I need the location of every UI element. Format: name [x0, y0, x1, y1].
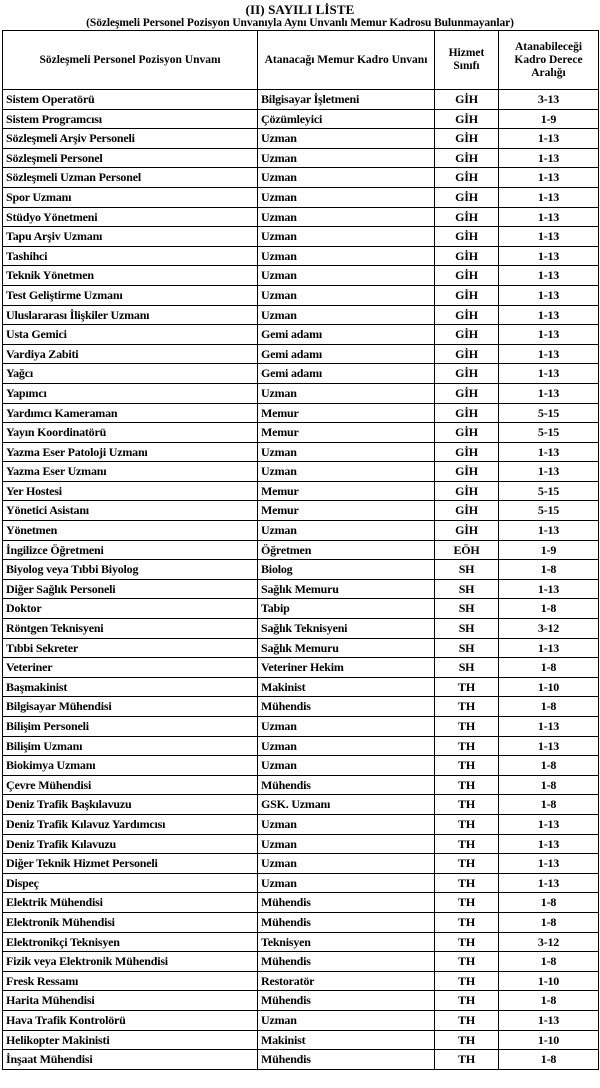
table-row	[3, 383, 599, 403]
table-row	[3, 775, 599, 795]
table-row	[3, 90, 599, 110]
table-row	[3, 207, 599, 227]
cell-contract-position: Deniz Trafik Kılavuz Yardımcısı	[3, 814, 258, 834]
cell-grade-range: 1-13	[499, 579, 599, 599]
cell-civil-servant-title: Uzman	[258, 814, 435, 834]
cell-civil-servant-title: Tabip	[258, 599, 435, 619]
cell-service-class: TH	[435, 1050, 499, 1070]
cell-grade-range: 1-8	[499, 991, 599, 1011]
cell-contract-position: Fresk Ressamı	[3, 971, 258, 991]
cell-service-class: TH	[435, 677, 499, 697]
cell-grade-range: 1-13	[499, 364, 599, 384]
cell-contract-position: Elektronik Mühendisi	[3, 912, 258, 932]
cell-contract-position: Elektrik Mühendisi	[3, 893, 258, 913]
table-row	[3, 971, 599, 991]
cell-grade-range: 1-13	[499, 285, 599, 305]
cell-civil-servant-title: Memur	[258, 423, 435, 443]
table-row	[3, 697, 599, 717]
cell-grade-range: 1-13	[499, 227, 599, 247]
cell-contract-position: Bilişim Uzmanı	[3, 736, 258, 756]
cell-service-class: TH	[435, 854, 499, 874]
table-row	[3, 109, 599, 129]
cell-civil-servant-title: Mühendis	[258, 697, 435, 717]
table-row	[3, 814, 599, 834]
table-header	[3, 31, 599, 90]
cell-service-class: GİH	[435, 148, 499, 168]
cell-service-class: TH	[435, 775, 499, 795]
table-row	[3, 187, 599, 207]
table-row	[3, 403, 599, 423]
cell-civil-servant-title: Biolog	[258, 560, 435, 580]
cell-contract-position: Harita Mühendisi	[3, 991, 258, 1011]
cell-civil-servant-title: Mühendis	[258, 991, 435, 1011]
cell-civil-servant-title: Mühendis	[258, 775, 435, 795]
table-row	[3, 912, 599, 932]
cell-civil-servant-title: Gemi adamı	[258, 344, 435, 364]
cell-grade-range: 5-15	[499, 481, 599, 501]
cell-service-class: SH	[435, 638, 499, 658]
table-row	[3, 893, 599, 913]
cell-civil-servant-title: Öğretmen	[258, 540, 435, 560]
cell-civil-servant-title: Uzman	[258, 462, 435, 482]
cell-contract-position: Diğer Teknik Hizmet Personeli	[3, 854, 258, 874]
cell-grade-range: 3-12	[499, 619, 599, 639]
list-subtitle: (Sözleşmeli Personel Pozisyon Unvanıyla Aynı Unvanlı Memur Kadrosu Bulunmayanlar)	[86, 17, 514, 29]
cell-service-class: GİH	[435, 266, 499, 286]
cell-contract-position: Doktor	[3, 599, 258, 619]
cell-grade-range: 1-8	[499, 756, 599, 776]
cell-civil-servant-title: Memur	[258, 501, 435, 521]
cell-civil-servant-title: Sağlık Teknisyeni	[258, 619, 435, 639]
cell-civil-servant-title: GSK. Uzmanı	[258, 795, 435, 815]
cell-service-class: SH	[435, 579, 499, 599]
cell-grade-range: 1-13	[499, 344, 599, 364]
cell-service-class: GİH	[435, 305, 499, 325]
cell-service-class: GİH	[435, 501, 499, 521]
cell-civil-servant-title: Makinist	[258, 1030, 435, 1050]
cell-grade-range: 1-8	[499, 560, 599, 580]
cell-contract-position: Sözleşmeli Arşiv Personeli	[3, 129, 258, 149]
cell-service-class: SH	[435, 560, 499, 580]
cell-service-class: GİH	[435, 325, 499, 345]
table-row	[3, 1030, 599, 1050]
cell-service-class: TH	[435, 834, 499, 854]
cell-service-class: GİH	[435, 481, 499, 501]
cell-civil-servant-title: Uzman	[258, 756, 435, 776]
cell-grade-range: 1-8	[499, 795, 599, 815]
cell-service-class: GİH	[435, 285, 499, 305]
cell-contract-position: Tapu Arşiv Uzmanı	[3, 227, 258, 247]
cell-service-class: GİH	[435, 227, 499, 247]
cell-contract-position: Spor Uzmanı	[3, 187, 258, 207]
list-title: (II) SAYILI LİSTE	[245, 2, 355, 17]
cell-grade-range: 1-13	[499, 854, 599, 874]
table-row	[3, 873, 599, 893]
cell-contract-position: Yer Hostesi	[3, 481, 258, 501]
cell-civil-servant-title: Bilgisayar İşletmeni	[258, 90, 435, 110]
cell-civil-servant-title: Uzman	[258, 187, 435, 207]
cell-service-class: TH	[435, 991, 499, 1011]
cell-service-class: SH	[435, 619, 499, 639]
table-row	[3, 795, 599, 815]
cell-grade-range: 3-12	[499, 932, 599, 952]
cell-service-class: GİH	[435, 246, 499, 266]
document-page	[0, 3, 600, 1088]
cell-grade-range: 1-13	[499, 168, 599, 188]
table-row	[3, 423, 599, 443]
table-row	[3, 266, 599, 286]
table-row	[3, 756, 599, 776]
table-row	[3, 501, 599, 521]
cell-civil-servant-title: Uzman	[258, 227, 435, 247]
cell-contract-position: Yazma Eser Uzmanı	[3, 462, 258, 482]
cell-grade-range: 1-8	[499, 697, 599, 717]
cell-grade-range: 3-13	[499, 90, 599, 110]
cell-service-class: TH	[435, 736, 499, 756]
cell-grade-range: 1-13	[499, 207, 599, 227]
cell-contract-position: Yağcı	[3, 364, 258, 384]
cell-civil-servant-title: Restoratör	[258, 971, 435, 991]
cell-contract-position: Tashihci	[3, 246, 258, 266]
cell-civil-servant-title: Teknisyen	[258, 932, 435, 952]
cell-service-class: GİH	[435, 187, 499, 207]
table-row	[3, 442, 599, 462]
cell-service-class: GİH	[435, 129, 499, 149]
table-row	[3, 246, 599, 266]
cell-civil-servant-title: Uzman	[258, 383, 435, 403]
cell-service-class: SH	[435, 658, 499, 678]
table-row	[3, 1010, 599, 1030]
cell-service-class: GİH	[435, 423, 499, 443]
cell-contract-position: Usta Gemici	[3, 325, 258, 345]
table-row	[3, 677, 599, 697]
cell-service-class: TH	[435, 1010, 499, 1030]
cell-civil-servant-title: Uzman	[258, 736, 435, 756]
cell-grade-range: 5-15	[499, 423, 599, 443]
cell-grade-range: 1-13	[499, 246, 599, 266]
cell-civil-servant-title: Uzman	[258, 246, 435, 266]
cell-contract-position: Dispeç	[3, 873, 258, 893]
cell-contract-position: Bilişim Personeli	[3, 717, 258, 737]
cell-service-class: TH	[435, 932, 499, 952]
cell-contract-position: Elektronikçi Teknisyen	[3, 932, 258, 952]
table-row	[3, 579, 599, 599]
table-row	[3, 638, 599, 658]
cell-contract-position: Başmakinist	[3, 677, 258, 697]
table-body	[3, 90, 599, 1070]
column-header-civil-servant-title: Atanacağı Memur Kadro Unvanı	[258, 31, 435, 90]
cell-civil-servant-title: Gemi adamı	[258, 364, 435, 384]
cell-service-class: TH	[435, 1030, 499, 1050]
cell-grade-range: 1-8	[499, 893, 599, 913]
cell-grade-range: 1-13	[499, 638, 599, 658]
positions-table	[2, 30, 599, 1070]
table-row	[3, 736, 599, 756]
cell-service-class: TH	[435, 756, 499, 776]
table-row	[3, 462, 599, 482]
cell-contract-position: Çevre Mühendisi	[3, 775, 258, 795]
column-header-grade-range: Atanabileceği Kadro Derece Aralığı	[499, 31, 599, 90]
cell-civil-servant-title: Uzman	[258, 168, 435, 188]
table-row	[3, 168, 599, 188]
cell-service-class: GİH	[435, 344, 499, 364]
cell-service-class: TH	[435, 893, 499, 913]
cell-service-class: TH	[435, 912, 499, 932]
cell-service-class: GİH	[435, 462, 499, 482]
cell-contract-position: Stüdyo Yönetmeni	[3, 207, 258, 227]
table-row	[3, 344, 599, 364]
cell-grade-range: 1-13	[499, 129, 599, 149]
table-row	[3, 834, 599, 854]
cell-civil-servant-title: Uzman	[258, 266, 435, 286]
cell-civil-servant-title: Sağlık Memuru	[258, 638, 435, 658]
cell-civil-servant-title: Çözümleyici	[258, 109, 435, 129]
table-row	[3, 481, 599, 501]
cell-contract-position: Yayın Koordinatörü	[3, 423, 258, 443]
cell-service-class: GİH	[435, 442, 499, 462]
cell-contract-position: Teknik Yönetmen	[3, 266, 258, 286]
cell-grade-range: 1-8	[499, 912, 599, 932]
cell-contract-position: Sözleşmeli Uzman Personel	[3, 168, 258, 188]
cell-civil-servant-title: Uzman	[258, 148, 435, 168]
cell-grade-range: 1-10	[499, 971, 599, 991]
cell-contract-position: İnşaat Mühendisi	[3, 1050, 258, 1070]
table-row	[3, 1050, 599, 1070]
cell-service-class: TH	[435, 814, 499, 834]
cell-contract-position: Diğer Sağlık Personeli	[3, 579, 258, 599]
cell-service-class: GİH	[435, 109, 499, 129]
cell-grade-range: 1-8	[499, 599, 599, 619]
cell-contract-position: Vardiya Zabiti	[3, 344, 258, 364]
cell-contract-position: Deniz Trafik Kılavuzu	[3, 834, 258, 854]
cell-service-class: SH	[435, 599, 499, 619]
cell-grade-range: 1-13	[499, 1010, 599, 1030]
cell-service-class: TH	[435, 952, 499, 972]
cell-service-class: TH	[435, 795, 499, 815]
cell-service-class: GİH	[435, 168, 499, 188]
cell-service-class: GİH	[435, 521, 499, 541]
cell-contract-position: Sistem Operatörü	[3, 90, 258, 110]
cell-service-class: TH	[435, 697, 499, 717]
cell-contract-position: Röntgen Teknisyeni	[3, 619, 258, 639]
cell-contract-position: Biokimya Uzmanı	[3, 756, 258, 776]
cell-grade-range: 1-13	[499, 521, 599, 541]
cell-service-class: GİH	[435, 90, 499, 110]
cell-grade-range: 1-13	[499, 717, 599, 737]
cell-civil-servant-title: Uzman	[258, 521, 435, 541]
cell-service-class: TH	[435, 717, 499, 737]
cell-grade-range: 1-13	[499, 873, 599, 893]
cell-civil-servant-title: Uzman	[258, 207, 435, 227]
cell-contract-position: Yönetici Asistanı	[3, 501, 258, 521]
table-row	[3, 854, 599, 874]
cell-grade-range: 1-9	[499, 540, 599, 560]
cell-grade-range: 1-13	[499, 442, 599, 462]
table-row	[3, 952, 599, 972]
cell-civil-servant-title: Uzman	[258, 854, 435, 874]
table-row	[3, 599, 599, 619]
cell-contract-position: Hava Trafik Kontrolörü	[3, 1010, 258, 1030]
cell-contract-position: Test Geliştirme Uzmanı	[3, 285, 258, 305]
cell-civil-servant-title: Uzman	[258, 285, 435, 305]
table-row	[3, 305, 599, 325]
table-row	[3, 658, 599, 678]
cell-civil-servant-title: Mühendis	[258, 912, 435, 932]
table-row	[3, 227, 599, 247]
cell-contract-position: Uluslararası İlişkiler Uzmanı	[3, 305, 258, 325]
cell-grade-range: 1-13	[499, 266, 599, 286]
table-row	[3, 325, 599, 345]
table-row	[3, 148, 599, 168]
cell-civil-servant-title: Sağlık Memuru	[258, 579, 435, 599]
cell-grade-range: 1-8	[499, 952, 599, 972]
cell-grade-range: 1-10	[499, 1030, 599, 1050]
table-row	[3, 560, 599, 580]
cell-grade-range: 1-10	[499, 677, 599, 697]
table-row	[3, 285, 599, 305]
cell-grade-range: 1-13	[499, 187, 599, 207]
cell-grade-range: 1-13	[499, 148, 599, 168]
cell-service-class: GİH	[435, 364, 499, 384]
cell-grade-range: 1-9	[499, 109, 599, 129]
cell-grade-range: 1-13	[499, 325, 599, 345]
cell-civil-servant-title: Gemi adamı	[258, 325, 435, 345]
cell-contract-position: Tıbbi Sekreter	[3, 638, 258, 658]
table-row	[3, 521, 599, 541]
cell-civil-servant-title: Mühendis	[258, 1050, 435, 1070]
cell-civil-servant-title: Uzman	[258, 129, 435, 149]
cell-civil-servant-title: Uzman	[258, 442, 435, 462]
cell-civil-servant-title: Uzman	[258, 717, 435, 737]
cell-service-class: EÖH	[435, 540, 499, 560]
cell-civil-servant-title: Makinist	[258, 677, 435, 697]
cell-civil-servant-title: Uzman	[258, 834, 435, 854]
table-row	[3, 540, 599, 560]
table-row	[3, 991, 599, 1011]
cell-service-class: GİH	[435, 383, 499, 403]
cell-contract-position: Yapımcı	[3, 383, 258, 403]
cell-grade-range: 1-13	[499, 462, 599, 482]
cell-contract-position: Veteriner	[3, 658, 258, 678]
cell-contract-position: Deniz Trafik Başkılavuzu	[3, 795, 258, 815]
cell-grade-range: 1-13	[499, 305, 599, 325]
cell-service-class: GİH	[435, 207, 499, 227]
cell-contract-position: Yardımcı Kameraman	[3, 403, 258, 423]
table-row	[3, 717, 599, 737]
cell-contract-position: Helikopter Makinisti	[3, 1030, 258, 1050]
cell-civil-servant-title: Mühendis	[258, 893, 435, 913]
cell-service-class: TH	[435, 971, 499, 991]
table-row	[3, 932, 599, 952]
cell-contract-position: İngilizce Öğretmeni	[3, 540, 258, 560]
cell-contract-position: Fizik veya Elektronik Mühendisi	[3, 952, 258, 972]
cell-contract-position: Sözleşmeli Personel	[3, 148, 258, 168]
cell-grade-range: 1-13	[499, 383, 599, 403]
cell-service-class: GİH	[435, 403, 499, 423]
cell-civil-servant-title: Mühendis	[258, 952, 435, 972]
table-row	[3, 364, 599, 384]
cell-grade-range: 5-15	[499, 501, 599, 521]
table-row	[3, 129, 599, 149]
cell-civil-servant-title: Memur	[258, 403, 435, 423]
cell-grade-range: 5-15	[499, 403, 599, 423]
column-header-contract-position: Sözleşmeli Personel Pozisyon Unvanı	[3, 31, 258, 90]
cell-grade-range: 1-13	[499, 736, 599, 756]
cell-grade-range: 1-8	[499, 1050, 599, 1070]
cell-civil-servant-title: Veteriner Hekim	[258, 658, 435, 678]
cell-grade-range: 1-13	[499, 814, 599, 834]
table-row	[3, 619, 599, 639]
cell-civil-servant-title: Uzman	[258, 305, 435, 325]
cell-civil-servant-title: Uzman	[258, 873, 435, 893]
cell-service-class: TH	[435, 873, 499, 893]
cell-grade-range: 1-13	[499, 834, 599, 854]
cell-grade-range: 1-8	[499, 775, 599, 795]
cell-civil-servant-title: Uzman	[258, 1010, 435, 1030]
cell-contract-position: Yazma Eser Patoloji Uzmanı	[3, 442, 258, 462]
cell-contract-position: Bilgisayar Mühendisi	[3, 697, 258, 717]
cell-civil-servant-title: Memur	[258, 481, 435, 501]
cell-contract-position: Yönetmen	[3, 521, 258, 541]
cell-contract-position: Biyolog veya Tıbbi Biyolog	[3, 560, 258, 580]
cell-contract-position: Sistem Programcısı	[3, 109, 258, 129]
cell-grade-range: 1-8	[499, 658, 599, 678]
column-header-service-class: Hizmet Sınıfı	[435, 31, 499, 90]
